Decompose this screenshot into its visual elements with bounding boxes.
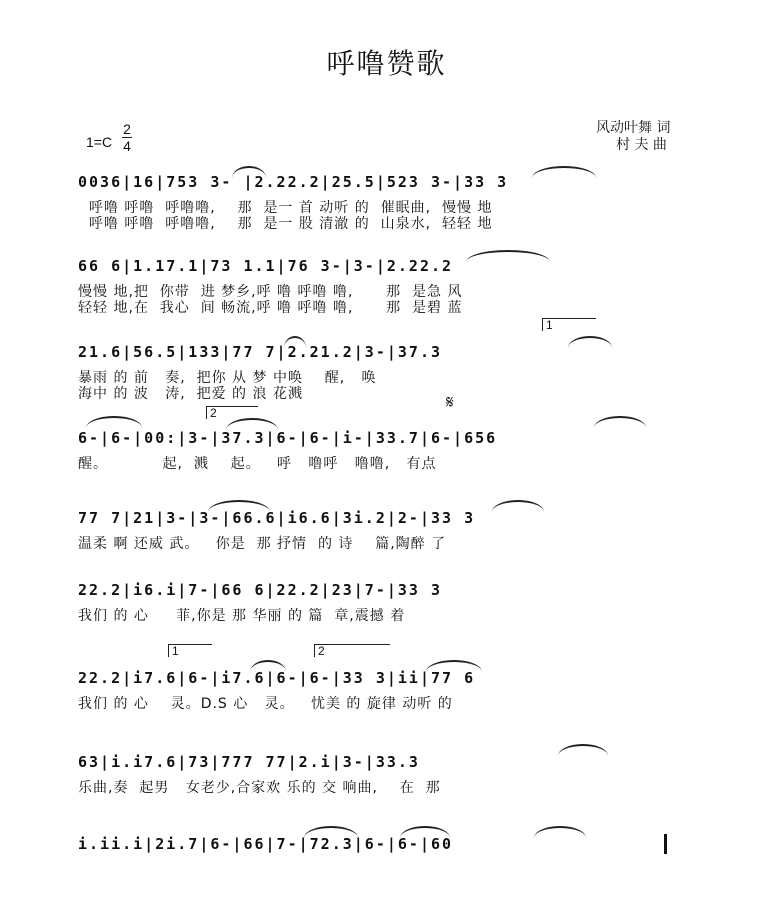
- lyric-line-1: 我们 的 心 灵。D.S 心 灵。 忧美 的 旋律 动听 的: [78, 696, 453, 712]
- time-signature: [120, 122, 134, 153]
- notes-line: 6-|6-|00:|3-|37.3|6-|6-|i-|33.7|6-|656: [78, 429, 498, 447]
- lyric-line-2: 呼噜 呼噜 呼噜噜, 那 是一 股 清澈 的 山泉水, 轻轻 地: [78, 216, 493, 232]
- notes-line: i.ii.i|2i.7|6-|66|7-|72.3|6-|6-|60: [78, 835, 454, 853]
- key-signature: 1=C: [86, 134, 113, 150]
- notes-line: 22.2|i7.6|6-|i7.6|6-|6-|33 3|ii|77 6: [78, 669, 476, 687]
- notes-line: 21.6|56.5|133|77 7|2.21.2|3-|37.3: [78, 343, 443, 361]
- lyric-line-2: 轻轻 地,在 我心 间 畅流,呼 噜 呼噜 噜, 那 是碧 蓝: [78, 300, 463, 316]
- lyricist-credit: 风动叶舞 词: [596, 120, 671, 136]
- volta-2: 2: [206, 406, 258, 419]
- notes-line: 63|i.i7.6|73|777 77|2.i|3-|33.3: [78, 753, 420, 771]
- lyric-line-1: 暴雨 的 前 奏, 把你 从 梦 中唤 醒, 唤: [78, 370, 377, 386]
- time-bottom: 4: [123, 138, 131, 154]
- notes-line: 77 7|21|3-|3-|66.6|i6.6|3i.2|2-|33 3: [78, 509, 476, 527]
- composer-credit: 村 夫 曲: [616, 137, 667, 153]
- segno-icon: 𝄋: [446, 392, 454, 412]
- credits: [596, 120, 670, 154]
- song-title: 呼噜赞歌: [326, 47, 447, 80]
- notes-line: 0036|16|753 3- |2.22.2|25.5|523 3-|33 3: [78, 173, 509, 191]
- lyric-line-2: 海中 的 波 涛, 把爱 的 浪 花溅: [78, 386, 303, 402]
- time-top: 2: [123, 121, 131, 137]
- lyric-line-1: 慢慢 地,把 你带 进 梦乡,呼 噜 呼噜 噜, 那 是急 风: [78, 284, 463, 300]
- lyric-line-1: 醒。 起, 溅 起。 呼 噜呼 噜噜, 有点: [78, 456, 437, 472]
- lyric-line-1: 我们 的 心 菲,你是 那 华丽 的 篇 章,震撼 着: [78, 608, 406, 624]
- notes-line: 22.2|i6.i|7-|66 6|22.2|23|7-|33 3: [78, 581, 443, 599]
- volta-2b: 2: [314, 644, 390, 657]
- lyric-line-1: 呼噜 呼噜 呼噜噜, 那 是一 首 动听 的 催眠曲, 慢慢 地: [78, 200, 493, 216]
- final-barline: [664, 834, 667, 854]
- volta-1b: 1: [168, 644, 212, 657]
- notes-line: 66 6|1.17.1|73 1.1|76 3-|3-|2.22.2: [78, 257, 454, 275]
- volta-1: 1: [542, 318, 596, 331]
- lyric-line-1: 乐曲,奏 起男 女老少,合家欢 乐的 交 响曲, 在 那: [78, 780, 441, 796]
- lyric-line-1: 温柔 啊 还威 武。 你是 那 抒情 的 诗 篇,陶醉 了: [78, 536, 447, 552]
